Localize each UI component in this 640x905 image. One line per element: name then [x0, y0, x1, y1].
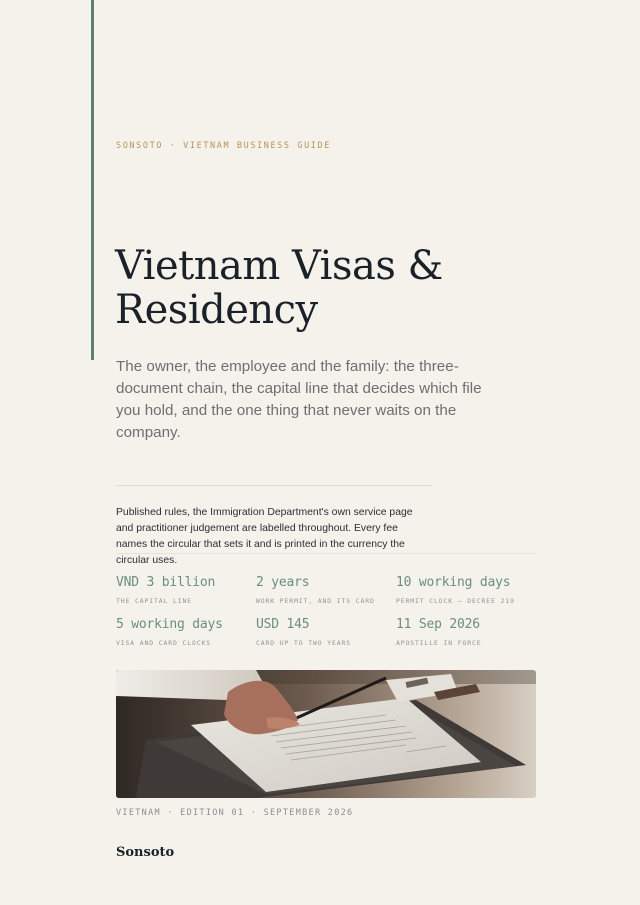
- stat-label: APOSTILLE IN FORCE: [396, 639, 482, 647]
- stat-label: PERMIT CLOCK — DECREE 219: [396, 597, 515, 605]
- document-signing-illustration: [116, 670, 536, 798]
- brand-wordmark: Sonsoto: [116, 845, 175, 860]
- stat-value: 11 Sep 2026: [396, 617, 480, 632]
- accent-rule: [91, 0, 94, 360]
- stat-value: VND 3 billion: [116, 575, 216, 590]
- divider: [116, 485, 432, 486]
- stat-value: 10 working days: [396, 575, 511, 590]
- stat-label: VISA AND CARD CLOCKS: [116, 639, 211, 647]
- edition-line: VIETNAM · EDITION 01 · SEPTEMBER 2026: [116, 808, 354, 818]
- stat-apostille: [396, 617, 536, 647]
- stat-label: CARD UP TO TWO YEARS: [256, 639, 351, 647]
- stat-work-permit: [256, 575, 396, 605]
- stat-value: 5 working days: [116, 617, 223, 632]
- stat-capital-line: [116, 575, 256, 605]
- page-title: Vietnam Visas & Residency: [115, 243, 443, 333]
- stat-label: WORK PERMIT, AND ITS CARD: [256, 597, 375, 605]
- eyebrow: SONSOTO · VIETNAM BUSINESS GUIDE: [116, 141, 331, 151]
- stat-card-fee: [256, 617, 396, 647]
- stat-value: USD 145: [256, 617, 310, 632]
- stat-value: 2 years: [256, 575, 310, 590]
- sources-note: Published rules, the Immigration Department's own service page and practitioner judgement are labelled throughout. Every fee names the circular that sets it and is printed in the currency the circular uses.: [116, 507, 413, 566]
- stat-visa-clocks: [116, 617, 256, 647]
- stat-label: THE CAPITAL LINE: [116, 597, 192, 605]
- stats-divider: [116, 553, 536, 554]
- stat-permit-clock: [396, 575, 536, 605]
- hero-photo: [116, 670, 536, 798]
- lede-paragraph: The owner, the employee and the family: the three-document chain, the capital line that decides which file you hold, and the one thing that never waits on the company.: [116, 358, 482, 441]
